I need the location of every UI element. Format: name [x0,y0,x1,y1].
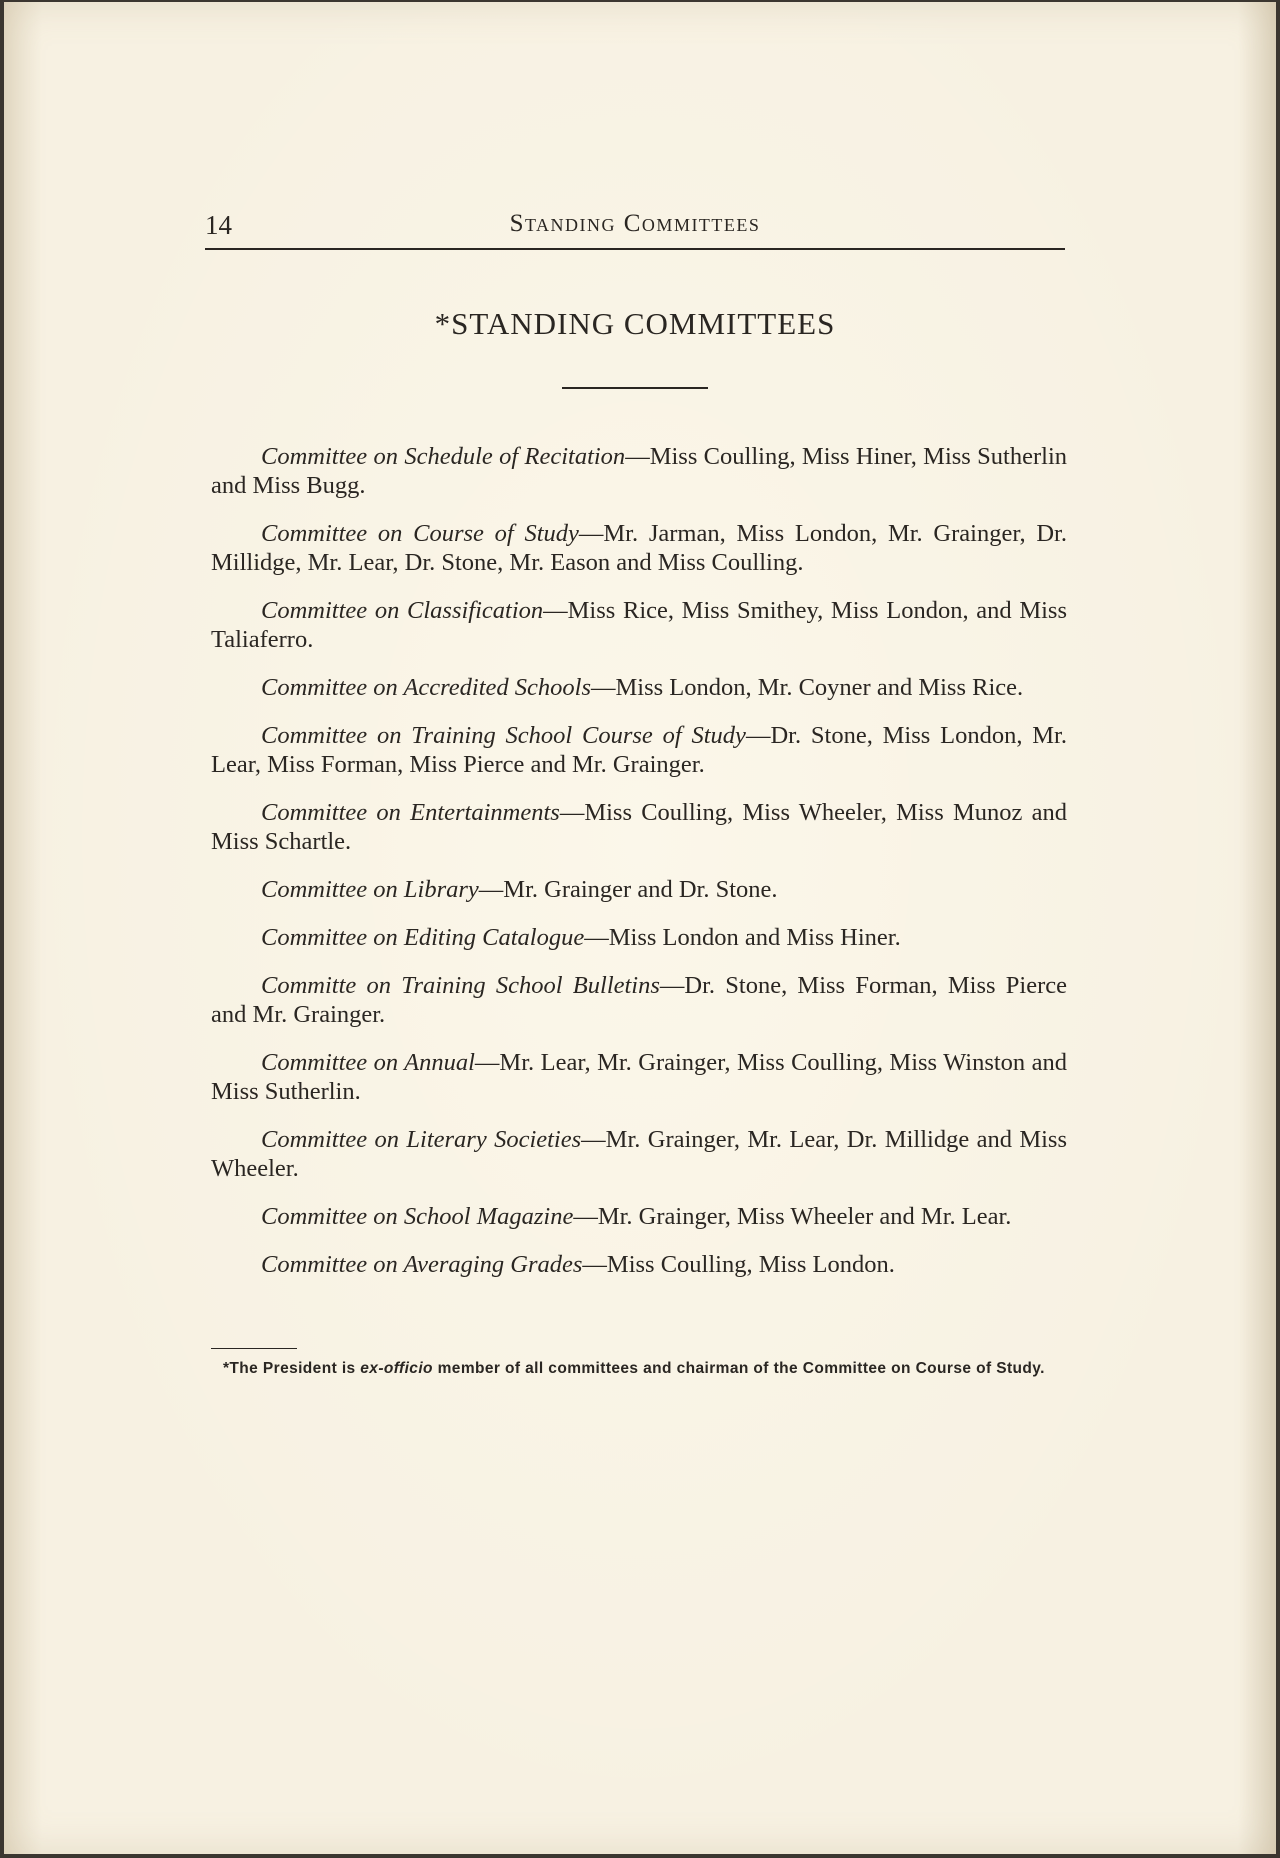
footnote-suffix: member of all committees and chairman of the Committee on Course of Study. [432,1360,1045,1377]
committee-list [211,442,1067,1298]
separator: — [581,1126,606,1153]
committee-entry [211,673,1067,702]
footnote-rule [211,1348,297,1349]
committee-entry [211,1202,1067,1231]
committee-entry [211,1250,1067,1279]
separator: — [478,876,504,903]
committee-entry [211,971,1067,1029]
separator: — [543,597,568,624]
separator: — [578,520,604,547]
page-title: *STANDING COMMITTEES [434,306,836,341]
committee-entry [211,721,1067,779]
committee-name: Committee on Course of Study [261,520,579,547]
separator: — [584,924,609,951]
committee-members: Miss London and Miss Hiner. [608,924,901,951]
footnote-italic: ex-officio [360,1360,433,1377]
committee-members: Mr. Lear, Mr. Grainger, Miss Coulling, Miss Winston and Miss Sutherlin. [211,1049,1067,1105]
committee-members: Mr. Grainger, Mr. Lear, Dr. Millidge and Miss Wheeler. [211,1126,1067,1182]
committee-name: Committee on Library [261,876,479,903]
committee-name: Committee on Accredited Schools [261,674,591,701]
committee-name: Committee on Literary Societies [261,1126,582,1153]
committee-name: Committee on Entertainments [261,799,560,826]
committee-members: Dr. Stone, Miss London, Mr. Lear, Miss Forman, Miss Pierce and Mr. Grainger. [211,722,1067,778]
committee-members: Mr. Grainger, Miss Wheeler and Mr. Lear. [597,1203,1012,1230]
committee-members: Mr. Grainger and Dr. Stone. [503,876,778,903]
separator: — [573,1203,598,1230]
committee-entry [211,1125,1067,1183]
committee-members: Mr. Jarman, Miss London, Mr. Grainger, Dr. Millidge, Mr. Lear, Dr. Stone, Mr. Eason and Miss Coulling. [211,520,1067,576]
committee-members: Miss Coulling, Miss Hiner, Miss Sutherlin and Miss Bugg. [211,443,1068,499]
separator: — [559,799,585,826]
committee-members: Miss Rice, Miss Smithey, Miss London, and Miss Taliaferro. [211,597,1067,653]
committee-name: Committee on Averaging Grades [261,1251,583,1278]
footnote [211,1358,1067,1379]
committee-name: Committee on Annual [261,1049,475,1076]
committee-name: Committee on Training School Course of Study [261,722,746,749]
separator: — [582,1251,607,1278]
footnote-prefix: *The President is [223,1360,361,1377]
document-page [4,2,1276,1854]
separator: — [591,674,616,701]
committee-name: Committe on Training School Bulletins [261,972,660,999]
committee-entry [211,1048,1067,1106]
committee-entry [211,798,1067,856]
committee-name: Committee on Schedule of Recitation [261,443,626,470]
separator: — [659,972,685,999]
committee-entry [211,875,1067,904]
separator: — [474,1049,500,1076]
committee-entry [211,596,1067,654]
committee-members: Miss London, Mr. Coyner and Miss Rice. [615,674,1024,701]
page-header [205,206,1065,250]
committee-name: Committee on School Magazine [261,1203,574,1230]
running-head: Standing Committees [509,210,761,237]
page-number: 14 [205,210,232,240]
committee-members: Miss Coulling, Miss Wheeler, Miss Munoz and Miss Schartle. [211,799,1067,855]
committee-entry [211,923,1067,952]
title-rule [562,387,708,389]
committee-name: Committee on Editing Catalogue [261,924,585,951]
committee-members: Dr. Stone, Miss Forman, Miss Pierce and Mr. Grainger. [211,972,1067,1028]
committee-members: Miss Coulling, Miss London. [606,1251,895,1278]
committee-name: Committee on Classification [261,597,544,624]
separator: — [745,722,771,749]
committee-entry [211,442,1067,500]
separator: — [625,443,650,470]
committee-entry [211,519,1067,577]
